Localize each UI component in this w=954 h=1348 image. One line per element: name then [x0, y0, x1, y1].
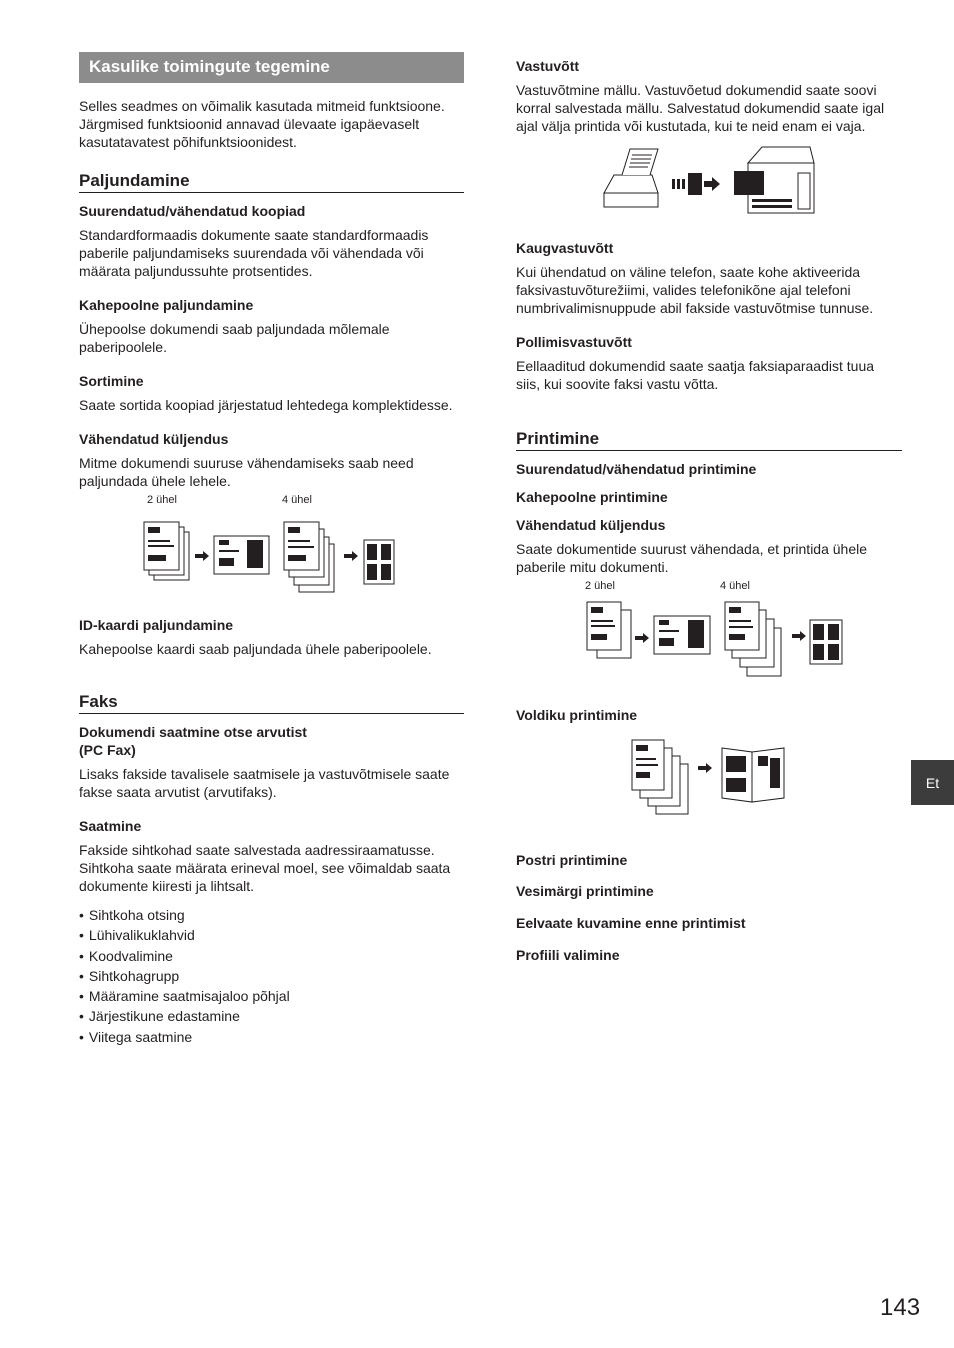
list-item: • Järjestikune edastamine — [79, 1006, 464, 1026]
print-2up-label: 2 ühel — [585, 580, 615, 592]
list-item: • Lühivalikuklahvid — [79, 925, 464, 945]
send-options-list — [79, 905, 464, 1047]
print-nup-figure — [516, 576, 902, 706]
polling-text: Eellaaditud dokumendid saate saatja faksiaparaadist tuua siis, kui soovite faksi vastu võtta. — [516, 358, 875, 392]
print-duplex-title: Kahepoolne printimine — [516, 489, 668, 505]
list-item: • Viitega saatmine — [79, 1027, 464, 1047]
fax-memory-illustration — [600, 143, 830, 223]
copy-idcard-text: Kahepoolse kaardi saab paljundada ühele paberipoolele. — [79, 641, 432, 657]
copy-enlarge-title: Suurendatud/vähendatud koopiad — [79, 203, 306, 219]
copy-sort-text: Saate sortida koopiad järjestatud lehtedega komplektidesse. — [79, 397, 453, 413]
copy-nup-text: Mitme dokumendi suuruse vähendamiseks saab need paljundada ühele lehele. — [79, 455, 414, 489]
list-item: • Sihtkohagrupp — [79, 966, 464, 986]
watermark-title: Vesimärgi printimine — [516, 883, 654, 899]
page-number: 143 — [880, 1294, 921, 1321]
pcfax-text: Lisaks fakside tavalisele saatmisele ja vastuvõtmisele saate fakse saata arvutist (arvutifaks). — [79, 766, 450, 800]
left-column — [79, 52, 464, 1047]
print-enlarge-title: Suurendatud/vähendatud printimine — [516, 461, 757, 477]
pcfax-title-2: (PC Fax) — [79, 742, 136, 758]
copy-sort-title: Sortimine — [79, 373, 144, 389]
poster-title: Postri printimine — [516, 852, 628, 868]
copy-heading: Paljundamine — [79, 171, 464, 193]
copy-idcard-title: ID-kaardi paljundamine — [79, 617, 234, 633]
copy-nup-figure — [79, 490, 464, 616]
section-banner: Kasulike toimingute tegemine — [79, 52, 464, 83]
receive-figure — [516, 135, 902, 239]
list-item: • Määramine saatmisajaloo põhjal — [79, 986, 464, 1006]
booklet-illustration — [628, 734, 828, 830]
receive-title: Vastuvõtt — [516, 58, 580, 74]
copy-nup-illustration — [139, 510, 469, 610]
booklet-title: Voldiku printimine — [516, 707, 638, 723]
copy-enlarge-text: Standardformaadis dokumente saate standardformaadis paberile paljundamiseks suurendada või vähendada või määrata paljundussuhte protsentides. — [79, 227, 429, 279]
print-heading: Printimine — [516, 429, 902, 451]
print-nup-text: Saate dokumentide suurust vähendada, et printida ühele paberile mitu dokumenti. — [516, 541, 868, 575]
send-title: Saatmine — [79, 818, 142, 834]
profile-title: Profiili valimine — [516, 947, 620, 963]
receive-text: Vastuvõtmine mällu. Vastuvõetud dokumendid saate soovi korral salvestada mällu. Salvestatud dokumendid saate igal ajal välja printida või kustutada, kui te neid enam ei vaja. — [516, 82, 885, 134]
intro-text: Selles seadmes on võimalik kasutada mitmeid funktsioone. Järgmised funktsioonid annavad ülevaate igapäevaselt kasutatavatest põhifunktsioonidest. — [79, 98, 445, 150]
copy-duplex-text: Ühepoolse dokumendi saab paljundada mõlemale paberipoolele. — [79, 321, 390, 355]
list-item: • Sihtkoha otsing — [79, 905, 464, 925]
remote-title: Kaugvastuvõtt — [516, 240, 614, 256]
fax-heading: Faks — [79, 692, 464, 714]
right-column — [516, 57, 902, 978]
booklet-figure — [516, 730, 902, 852]
polling-title: Pollimisvastuvõtt — [516, 334, 632, 350]
copy-nup-title: Vähendatud küljendus — [79, 431, 229, 447]
remote-text: Kui ühendatud on väline telefon, saate kohe aktiveerida faksivastuvõturežiimi, valides telefonikõne ajal telefoni numbrivalimisnuppude abil fakside vastuvõtmise tunnuse. — [516, 264, 874, 316]
language-tab: Et — [911, 760, 954, 805]
preview-title: Eelvaate kuvamine enne printimist — [516, 915, 746, 931]
print-nup-illustration — [582, 596, 912, 700]
pcfax-title-1: Dokumendi saatmine otse arvutist — [79, 724, 307, 740]
copy-duplex-title: Kahepoolne paljundamine — [79, 297, 254, 313]
list-item: • Koodvalimine — [79, 946, 464, 966]
copy-4up-label: 4 ühel — [282, 494, 312, 506]
send-text: Fakside sihtkohad saate salvestada aadressiraamatusse. Sihtkoha saate määrata erineval moel, see võimaldab saata dokumente kiiresti ja lihtsalt. — [79, 842, 451, 894]
print-nup-title: Vähendatud küljendus — [516, 517, 666, 533]
copy-2up-label: 2 ühel — [147, 494, 177, 506]
print-4up-label: 4 ühel — [720, 580, 750, 592]
